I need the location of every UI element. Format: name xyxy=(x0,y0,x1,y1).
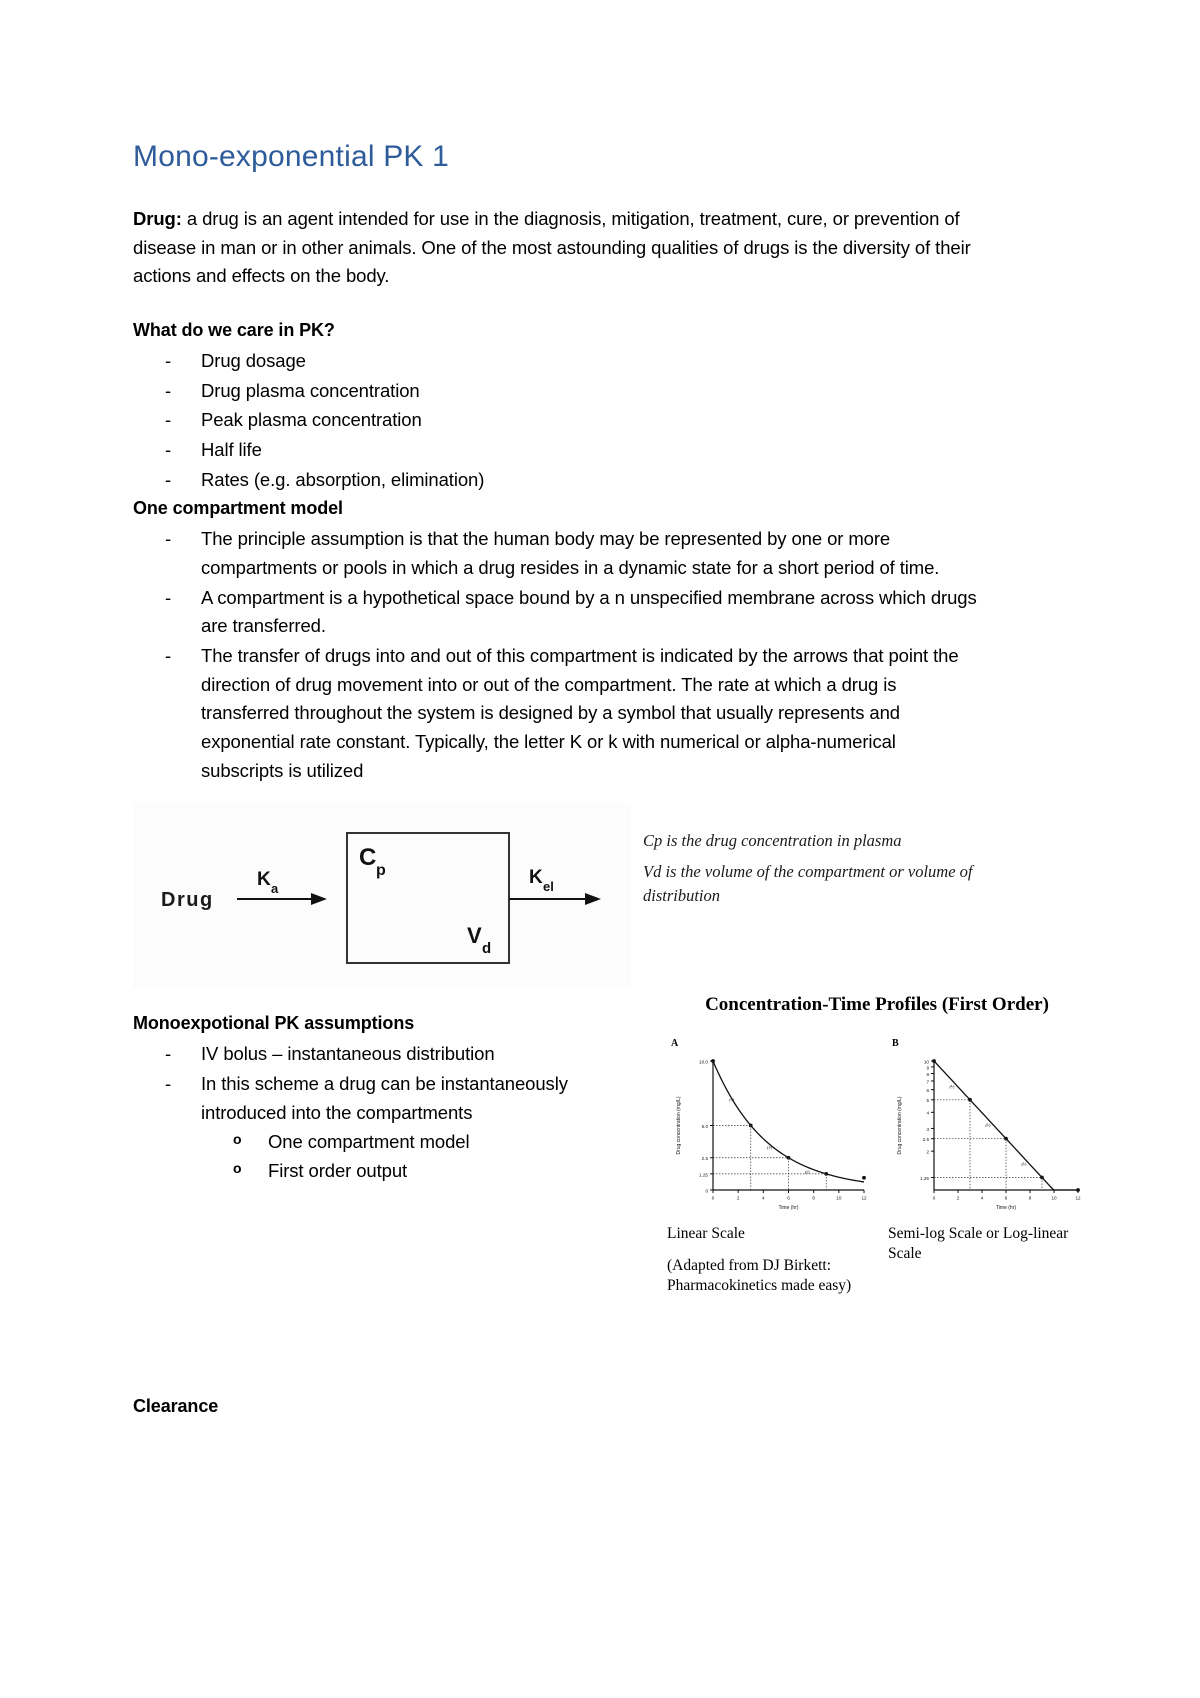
svg-text:6: 6 xyxy=(1004,1195,1008,1201)
svg-text:2: 2 xyxy=(736,1195,740,1201)
bullet-dash-icon: - xyxy=(165,468,172,490)
panel-a-letter: A xyxy=(671,1038,679,1050)
svg-text:t½: t½ xyxy=(985,1124,991,1130)
bullet-dash-icon: - xyxy=(165,439,172,461)
list-item-label: The transfer of drugs into and out of this compartment is indicated by the arrows that point the direction of drug movement into or out of the compartment. The rate at which a drug is transferred throughout the system is designed by a symbol that usually represents and exponential rate constant. Typically, the letter K or k with numerical or alpha-numerical subscripts is utilized xyxy=(201,645,959,781)
lower-section xyxy=(133,994,1081,1294)
list-item xyxy=(133,525,978,582)
svg-text:8: 8 xyxy=(812,1195,815,1201)
panel-b-caption: Semi-log Scale or Log-linear Scale xyxy=(888,1225,1069,1262)
intro-paragraph xyxy=(133,205,978,291)
svg-text:el: el xyxy=(543,879,554,895)
svg-text:t½: t½ xyxy=(1021,1163,1027,1169)
svg-text:2.5: 2.5 xyxy=(922,1137,929,1143)
diagram-caption xyxy=(643,829,973,915)
svg-text:a: a xyxy=(271,881,279,897)
compartment-section-heading: One compartment model xyxy=(133,498,343,519)
svg-text:Time (hr): Time (hr) xyxy=(995,1205,1017,1212)
svg-text:8: 8 xyxy=(1028,1195,1032,1201)
list-item-label: One compartment model xyxy=(268,1131,470,1153)
list-item-label: Rates (e.g. absorption, elimination) xyxy=(201,468,485,490)
semilog-scale-plot xyxy=(888,1051,1086,1216)
panel-b-letter: B xyxy=(892,1038,899,1050)
svg-text:2: 2 xyxy=(956,1195,960,1201)
list-item-label: Half life xyxy=(201,439,262,461)
figure-title: Concentration-Time Profiles (First Order) xyxy=(705,994,1049,1016)
list-item xyxy=(133,436,978,465)
list-item xyxy=(133,642,978,785)
svg-text:0: 0 xyxy=(932,1195,936,1201)
diagram-caption-cp: Cp is the drug concentration in plasma xyxy=(643,831,902,851)
assumptions-heading: Monoexpotional PK assumptions xyxy=(133,1013,415,1034)
svg-text:5: 5 xyxy=(926,1098,929,1104)
svg-text:4: 4 xyxy=(980,1195,984,1201)
svg-text:Drug concentration (mg/L): Drug concentration (mg/L) xyxy=(676,1096,682,1155)
list-item xyxy=(133,377,978,406)
bullet-dash-icon: - xyxy=(165,645,172,667)
intro-text: a drug is an agent intended for use in the diagnosis, mitigation, treatment, cure, or prevention of disease in man or in other animals. One of the most astounding qualities of drugs is the diversity of their actions and effects on the body. xyxy=(133,208,971,287)
svg-text:t½: t½ xyxy=(729,1098,735,1104)
svg-text:4: 4 xyxy=(762,1195,765,1201)
list-item xyxy=(133,406,978,435)
list-item-label: Drug plasma concentration xyxy=(201,379,420,401)
list-item xyxy=(133,466,978,495)
care-section-heading: What do we care in PK? xyxy=(133,320,335,341)
svg-text:1.25: 1.25 xyxy=(699,1172,708,1178)
svg-text:12: 12 xyxy=(1075,1195,1081,1201)
figure-source-line1: (Adapted from DJ Birkett: xyxy=(667,1256,832,1274)
assumptions-block xyxy=(133,1010,633,1185)
charts-container xyxy=(667,1038,1087,1296)
svg-text:6: 6 xyxy=(926,1088,929,1094)
svg-text:8: 8 xyxy=(926,1072,929,1078)
list-item xyxy=(133,1040,633,1069)
compartment-section-list xyxy=(133,525,978,785)
assumptions-list xyxy=(133,1040,633,1127)
chart-panel-a xyxy=(667,1038,872,1296)
list-item-label: Drug dosage xyxy=(201,350,306,372)
svg-text:5.0: 5.0 xyxy=(701,1124,708,1130)
svg-text:9: 9 xyxy=(926,1065,929,1071)
svg-text:1.25: 1.25 xyxy=(920,1176,929,1182)
list-item-label: First order output xyxy=(268,1160,408,1182)
assumptions-sublist xyxy=(133,1128,633,1185)
svg-text:t½: t½ xyxy=(949,1085,955,1091)
svg-text:p: p xyxy=(376,862,386,880)
svg-text:K: K xyxy=(257,869,271,891)
page-title: Mono-exponential PK 1 xyxy=(133,140,450,173)
list-item xyxy=(133,347,978,376)
list-item-label: The principle assumption is that the human body may be represented by one or more compartments or pools in which a drug resides in a dynamic state for a short period of time. xyxy=(201,528,940,579)
list-item xyxy=(133,1157,633,1186)
compartment-diagram-row xyxy=(133,803,978,988)
bullet-dash-icon: - xyxy=(165,379,172,401)
bullet-dash-icon: - xyxy=(165,350,172,372)
svg-text:10: 10 xyxy=(836,1195,842,1201)
list-item xyxy=(133,1070,633,1127)
diagram-caption-vd: Vd is the volume of the compartment or volume of distribution xyxy=(643,862,973,906)
svg-text:0: 0 xyxy=(705,1188,708,1194)
care-section-list xyxy=(133,347,978,494)
bullet-dash-icon: - xyxy=(165,409,172,431)
bullet-dash-icon: - xyxy=(165,1073,172,1095)
list-item-label: IV bolus – instantaneous distribution xyxy=(201,1043,495,1065)
svg-text:7: 7 xyxy=(926,1079,929,1085)
svg-text:0: 0 xyxy=(711,1195,715,1201)
chart-panel-b xyxy=(888,1038,1086,1263)
list-item-label: Peak plasma concentration xyxy=(201,409,422,431)
svg-text:2: 2 xyxy=(926,1149,929,1155)
svg-text:Drug concentration (mg/L): Drug concentration (mg/L) xyxy=(897,1096,903,1155)
svg-text:12: 12 xyxy=(861,1195,867,1201)
bullet-dash-icon: - xyxy=(165,1043,172,1065)
svg-text:t½: t½ xyxy=(767,1147,773,1153)
bullet-circle-icon: o xyxy=(233,1131,242,1148)
document-content xyxy=(133,140,1081,1294)
svg-text:10: 10 xyxy=(1051,1195,1057,1201)
svg-text:6: 6 xyxy=(787,1195,790,1201)
list-item xyxy=(133,1128,633,1157)
compartment-model-svg xyxy=(133,803,631,988)
svg-text:10: 10 xyxy=(923,1059,929,1065)
list-item-label: A compartment is a hypothetical space bound by a n unspecified membrane across which drugs are transferred. xyxy=(201,586,977,637)
clearance-heading: Clearance xyxy=(133,1396,219,1416)
svg-text:d: d xyxy=(482,940,492,958)
list-item-label: In this scheme a drug can be instantaneously introduced into the compartments xyxy=(201,1073,568,1123)
bullet-dash-icon: - xyxy=(165,528,172,550)
figure-source-line2: Pharmacokinetics made easy) xyxy=(667,1276,852,1294)
concentration-time-figure xyxy=(667,994,1087,1296)
intro-term: Drug: xyxy=(133,208,182,229)
linear-scale-plot xyxy=(667,1051,872,1216)
svg-text:4: 4 xyxy=(926,1111,929,1117)
bullet-dash-icon: - xyxy=(165,586,172,608)
svg-text:10.0: 10.0 xyxy=(699,1059,708,1065)
svg-text:V: V xyxy=(467,923,482,949)
svg-text:Time (hr): Time (hr) xyxy=(778,1205,799,1212)
svg-text:Drug: Drug xyxy=(161,889,214,912)
svg-text:K: K xyxy=(529,867,543,889)
svg-text:3: 3 xyxy=(926,1127,929,1133)
compartment-diagram-image xyxy=(133,803,631,988)
panel-a-caption: Linear Scale xyxy=(667,1225,745,1243)
svg-text:t½: t½ xyxy=(804,1171,810,1177)
list-item xyxy=(133,584,978,641)
figure-source xyxy=(667,1256,872,1296)
svg-text:2.5: 2.5 xyxy=(701,1156,708,1162)
svg-text:C: C xyxy=(359,844,377,872)
bullet-circle-icon: o xyxy=(233,1160,242,1177)
